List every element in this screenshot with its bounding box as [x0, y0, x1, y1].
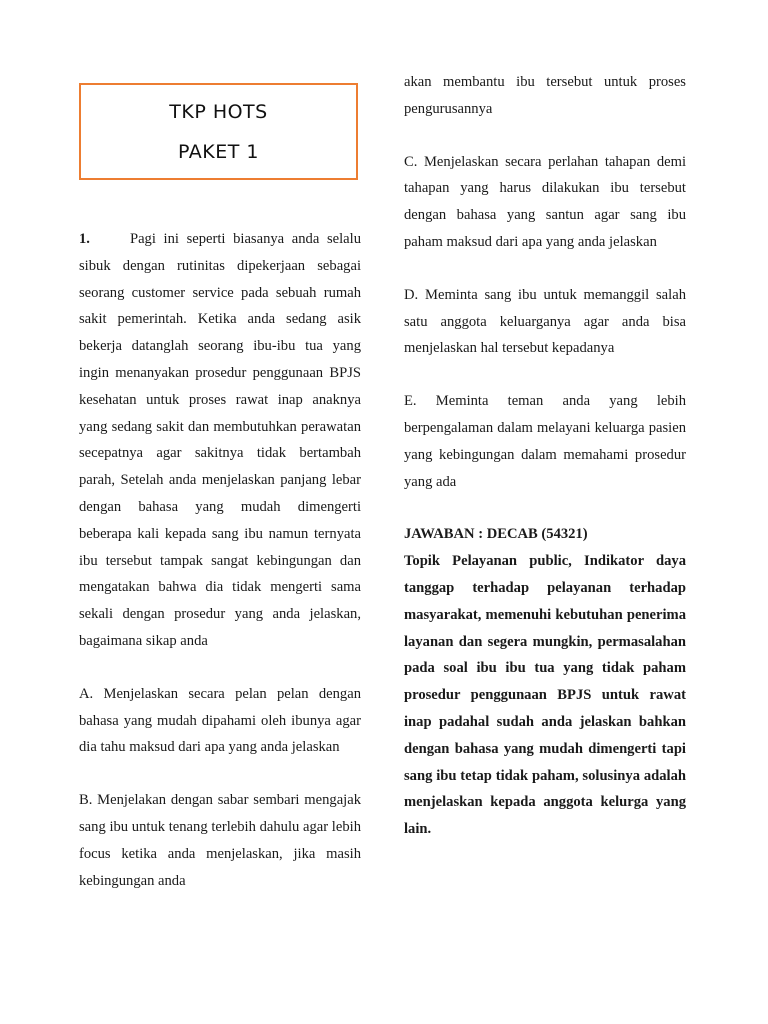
title-box: [79, 83, 358, 180]
answer-heading: JAWABAN : DECAB (54321): [404, 526, 588, 543]
option-b-continued: akan membantu ibu tersebut untuk proses pengurusannya: [404, 74, 686, 117]
document-subtitle: PAKET 1: [178, 140, 259, 163]
option-c: C. Menjelaskan secara perlahan tahapan demi tahapan yang harus dilakukan ibu tersebut dengan bahasa yang santun agar sang ibu paham maksud dari apa yang anda jelaskan: [404, 153, 686, 250]
question-text: Pagi ini seperti biasanya anda selalu sibuk dengan rutinitas dipekerjaan sebagai seorang customer service pada sebuah rumah sakit pemerintah. Ketika anda sedang asik bekerja datanglah seorang ibu-ibu tua yang ingin menanyakan prosedur penggunaan BPJS kesehatan untuk proses rawat inap anaknya yang sedang sakit dan membutuhkan perawatan secepatnya agar sakitnya tidak bertambah parah, Setelah anda menjelaskan panjang lebar dengan bahasa yang mudah dimengerti beberapa kali kepada sang ibu namun ternyata ibu tersebut tampak sangat kebingungan dan mengatakan bahwa dia tidak mengerti sama sekali dengan prosedur yang anda jelaskan, bagaimana sikap anda: [79, 231, 361, 649]
option-b: B. Menjelakan dengan sabar sembari mengajak sang ibu untuk tenang terlebih dahulu agar lebih focus ketika anda menjelaskan, jika masih kebingungan anda: [79, 792, 361, 889]
question-1: [79, 226, 361, 655]
option-e: E. Meminta teman anda yang lebih berpengalaman dalam melayani keluarga pasien yang kebingungan dalam memahami prosedur yang ada: [404, 393, 686, 490]
option-a: A. Menjelaskan secara pelan pelan dengan bahasa yang mudah dipahami oleh ibunya agar dia tahu maksud dari apa yang anda jelaskan: [79, 685, 361, 756]
left-column: [79, 226, 361, 894]
answer-explanation: Topik Pelayanan public, Indikator daya tanggap terhadap pelayanan terhadap masyarakat, memenuhi kebutuhan penerima layanan dan segera mungkin, permasalahan pada soal ibu ibu tua yang tidak paham prosedur penggunaan BPJS untuk rawat inap padahal sudah anda jelaskan bahkan dengan bahasa yang mudah dimengerti tapi sang ibu tetap tidak paham, solusinya adalah menjelaskan kepada anggota kelurga yang lain.: [404, 553, 686, 838]
option-d: D. Meminta sang ibu untuk memanggil salah satu anggota keluarganya agar anda bisa menjelaskan hal tersebut kepadanya: [404, 286, 686, 357]
document-title: TKP HOTS: [169, 100, 268, 123]
question-number: 1.: [79, 231, 90, 247]
right-column: [404, 69, 686, 843]
